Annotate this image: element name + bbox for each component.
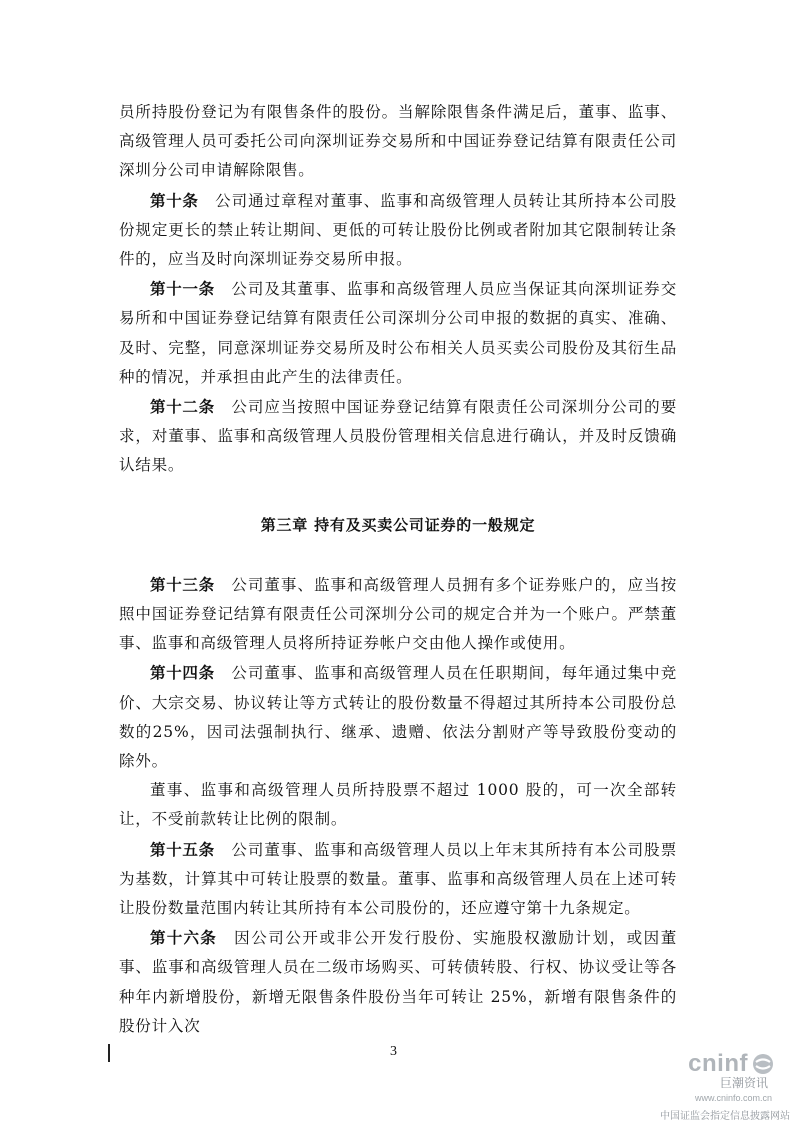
article-number: 第十二条 [150, 397, 215, 417]
paragraph-text: 公司及其董事、监事和高级管理人员应当保证其向深圳证券交易所和中国证券登记结算有限责任公司深圳分公司申报的数据的真实、准确、及时、完整，同意深圳证券交易所及时公布相关人员买卖公司股份及其衍生品种的情况，并承担由此产生的法律责任。 [119, 280, 677, 386]
paragraph [119, 776, 677, 834]
paragraphs-top [119, 98, 677, 481]
paragraph [119, 658, 677, 776]
chapter-title: 第三章 持有及买卖公司证券的一般规定 [260, 515, 536, 534]
paragraph [119, 923, 677, 1041]
paragraph [119, 835, 677, 924]
paragraph-text: 公司董事、监事和高级管理人员拥有多个证券账户的，应当按照中国证券登记结算有限责任公司深圳分公司的规定合并为一个账户。严禁董事、监事和高级管理人员将所持证券帐户交由他人操作或使用。 [119, 575, 677, 653]
cninfo-watermark [648, 1050, 794, 1120]
watermark-logo-text: cninf [688, 1050, 748, 1077]
page-number: 3 [390, 1044, 397, 1059]
watermark-cn-name: 巨潮资讯 [719, 1076, 768, 1090]
paragraph [119, 274, 677, 392]
article-number: 第十条 [150, 190, 199, 210]
paragraphs-bottom [119, 570, 677, 1041]
paragraph [119, 98, 677, 186]
paragraph-text: 公司董事、监事和高级管理人员在任职期间，每年通过集中竞价、大宗交易、协议转让等方式转让的股份数量不得超过其所持本公司股份总数的25%，因司法强制执行、继承、遗赠、依法分割财产等导致股份变动的除外。 [119, 664, 677, 771]
article-number: 第十四条 [150, 663, 215, 683]
paragraph [119, 570, 677, 659]
cninfo-logo-icon [752, 1053, 774, 1075]
watermark-org: 中国证监会指定信息披露网站 [660, 1111, 790, 1122]
paragraph-text: 公司董事、监事和高级管理人员以上年末其所持有本公司股票为基数，计算其中可转让股票的数量。董事、监事和高级管理人员在上述可转让股份数量范围内转让其所持有本公司股份的，还应遵守第十九条规定。 [119, 840, 677, 918]
article-number: 第十五条 [150, 839, 215, 859]
paragraph-text: 员所持股份登记为有限售条件的股份。当解除限售条件满足后，董事、监事、高级管理人员可委托公司向深圳证券交易所和中国证券登记结算有限责任公司深圳分公司申请解除限售。 [119, 103, 677, 180]
article-number: 第十三条 [150, 574, 215, 594]
document-body [119, 98, 677, 1041]
paragraph [119, 186, 677, 275]
margin-rule [108, 1044, 110, 1062]
paragraph [119, 392, 677, 481]
paragraph-text: 董事、监事和高级管理人员所持股票不超过 1000 股的，可一次全部转让，不受前款转让比例的限制。 [119, 781, 677, 829]
article-number: 第十六条 [150, 928, 218, 948]
article-number: 第十一条 [150, 279, 215, 299]
watermark-url: www.cninfo.com.cn [694, 1093, 772, 1103]
paragraph-text: 因公司公开或非公开发行股份、实施股权激励计划，或因董事、监事和高级管理人员在二级市场购买、可转债转股、行权、协议受让等各种年内新增股份，新增无限售条件股份当年可转让 25%，新增有限售条件的股份计入次 [119, 929, 677, 1035]
paragraph-text: 公司通过章程对董事、监事和高级管理人员转让其所持本公司股份规定更长的禁止转让期间、更低的可转让股份比例或者附加其它限制转让条件的，应当及时向深圳证券交易所申报。 [119, 191, 677, 269]
paragraph-text: 公司应当按照中国证券登记结算有限责任公司深圳分公司的要求，对董事、监事和高级管理人员股份管理相关信息进行确认，并及时反馈确认结果。 [119, 398, 677, 475]
